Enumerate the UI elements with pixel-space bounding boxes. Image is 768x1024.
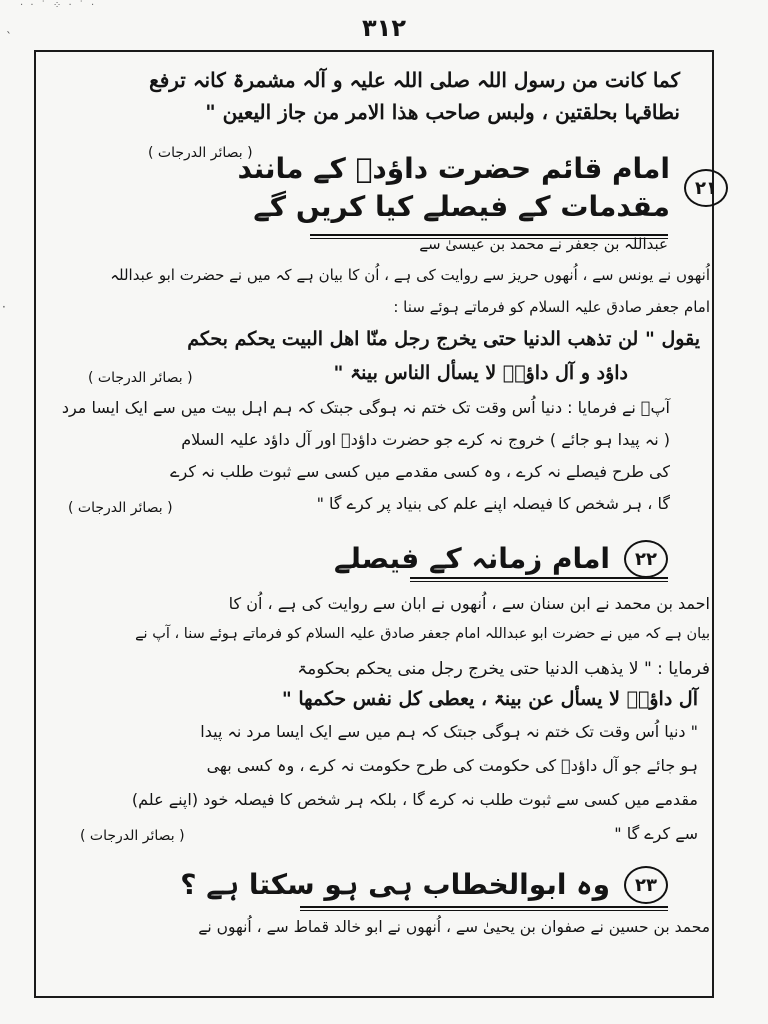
section-21-heading <box>237 150 728 226</box>
section-22-line: فرمایا : " لا یذھب الدنیا حتی یخرج رجل منی یحکم بحکومۃ <box>297 659 710 679</box>
section-21-line: اُنھوں نے یونس سے ، اُنھوں حریز سے روایت کی ہے ، اُن کا بیان ہے کہ میں نے حضرت ابو عبداللہ <box>110 266 710 284</box>
section-21-arabic-reference: ( بصائر الدرجات ) <box>88 370 193 386</box>
section-21-translation: گا ، ہر شخص کا فیصلہ اپنے علم کی بنیاد پر کرے گا " <box>316 494 670 513</box>
section-23-line: محمد بن حسین نے صفوان بن یحییٰ سے ، اُنھوں نے ابو خالد قماط سے ، اُنھوں نے <box>198 918 710 936</box>
section-21-translation: کی طرح فیصلے نہ کرے ، وہ کسی مقدمے میں کسی سے ثبوت طلب نہ کرے <box>170 462 670 481</box>
section-22-number: ۲۲ <box>624 540 668 578</box>
heading-underline <box>300 910 668 911</box>
page-number: ۳۱۲ <box>362 14 406 42</box>
heading-underline <box>410 581 668 582</box>
section-21-number: ۲۱ <box>684 169 728 207</box>
section-21-title <box>237 150 670 226</box>
scan-mark: · <box>2 300 6 314</box>
section-22-line: بیان ہے کہ میں نے حضرت ابو عبداللہ امام جعفر صادق علیہ السلام کو فرماتے ہوئے سنا ، آپ نے <box>135 626 710 642</box>
section-22-title: امام زمانہ کے فیصلے <box>334 542 610 575</box>
scan-mark: ˋ <box>6 30 12 44</box>
section-21-translation-reference: ( بصائر الدرجات ) <box>68 500 173 516</box>
section-23-title: وہ ابوالخطاب ہی ہو سکتا ہے ؟ <box>180 868 610 901</box>
section-21-translation: آپؑ نے فرمایا : دنیا اُس وقت تک ختم نہ ہوگی جبتک کہ ہم اہل بیت میں سے ایک ایسا مرد <box>61 398 670 417</box>
section-22-translation-reference: ( بصائر الدرجات ) <box>80 828 185 844</box>
section-21-line: عبداللہ بن جعفر نے محمد بن عیسیٰ سے <box>419 235 668 253</box>
section-22-heading <box>334 540 668 578</box>
section-22-translation: ہو جائے جو آل داؤدؑ کی حکومت کی طرح حکومت نہ کرے ، وہ کسی بھی <box>206 756 698 775</box>
intro-arabic-line-2: نطاقہا بحلقتین ، ولبس صاحب ھذا الامر من جاز الیعین " <box>205 100 680 124</box>
section-22-translation: " دنیا اُس وقت تک ختم نہ ہوگی جبتک کہ ہم میں سے ایک ایسا مرد نہ پیدا <box>200 722 698 741</box>
section-22-line: احمد بن محمد نے ابن سنان سے ، اُنھوں نے ابان سے روایت کی ہے ، اُن کا <box>228 594 710 613</box>
section-21-title-line-1: امام قائم حضرت داؤدؑ کے مانند <box>237 152 670 185</box>
section-21-arabic-line-2: داؤد و آل داؤدؑ لا یسأل الناس بینۃ " <box>333 362 628 384</box>
section-23-number: ۲۳ <box>624 866 668 904</box>
section-21-arabic-line-1: یقول " لن تذھب الدنیا حتی یخرج رجل منّا اھل البیت یحکم بحکم <box>187 328 700 350</box>
heading-underline <box>410 577 668 579</box>
section-21-line: امام جعفر صادق علیہ السلام کو فرماتے ہوئے سنا : <box>393 298 710 316</box>
section-23-heading <box>180 866 668 904</box>
heading-underline <box>300 906 668 908</box>
section-22-translation: مقدمے میں کسی سے ثبوت طلب نہ کرے گا ، بلکہ ہر شخص کا فیصلہ خود (اپنے علم) <box>131 790 698 809</box>
section-21-translation: ( نہ پیدا ہو جائے ) خروج نہ کرے جو حضرت داؤدؑ اور آل داؤد علیہ السلام <box>181 430 670 449</box>
intro-arabic-line-1: کما کانت من رسول اللہ صلی اللہ علیہ و آلہ مشمرۃ کانہ ترفع <box>149 68 680 92</box>
section-21-title-line-2: مقدمات کے فیصلے کیا کریں گے <box>253 190 670 223</box>
scan-noise: · · ˙ ⁘ · ˙ · <box>20 0 97 11</box>
intro-reference: ( بصائر الدرجات ) <box>148 145 253 161</box>
section-22-arabic-line: آل داؤدؑ لا یسأل عن بینۃ ، یعطی کل نفس حکمھا " <box>281 688 698 710</box>
section-22-translation: سے کرے گا " <box>614 824 698 843</box>
